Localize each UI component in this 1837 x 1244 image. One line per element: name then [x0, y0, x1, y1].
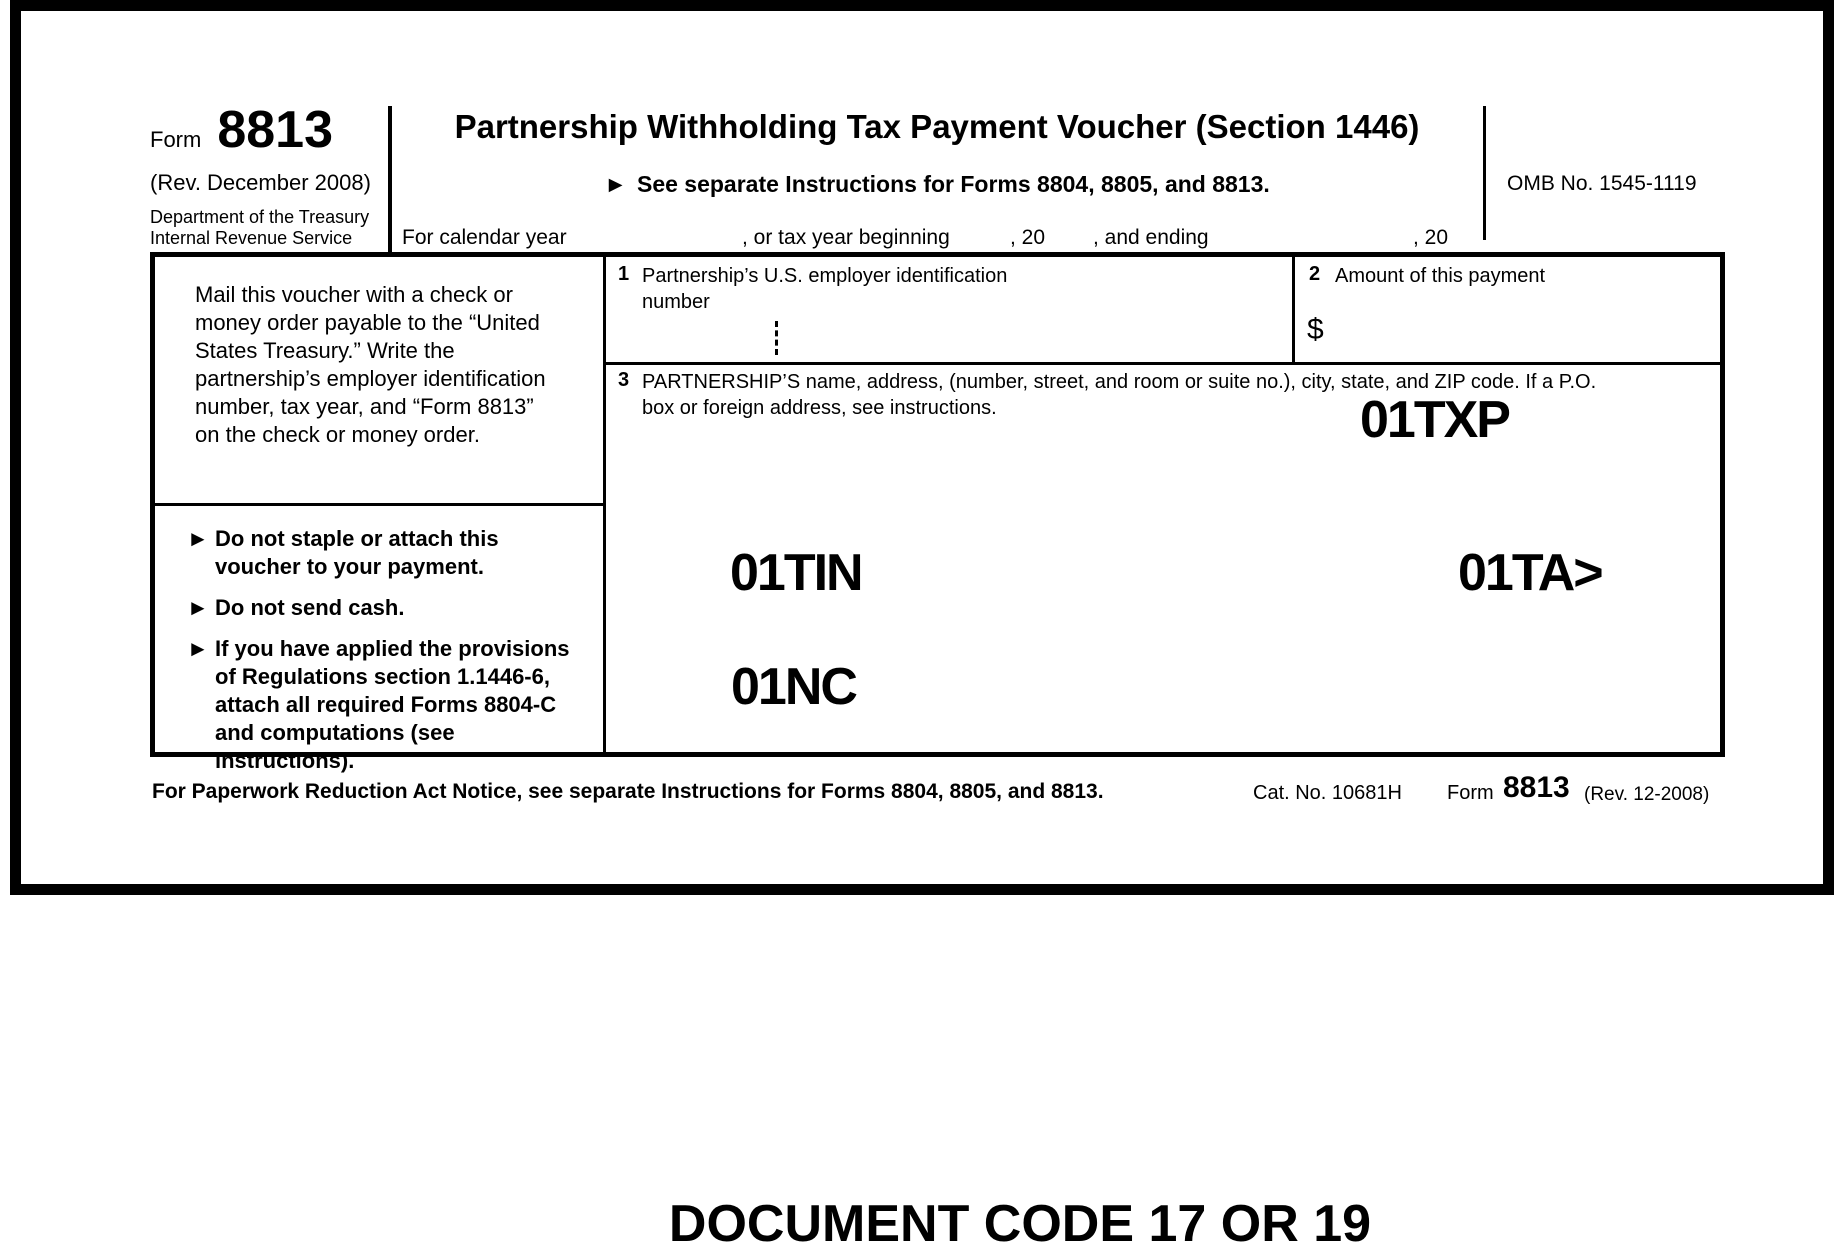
footer-form-number: 8813 — [1503, 771, 1570, 804]
field2-label: Amount of this payment — [1335, 265, 1546, 287]
bullet-no-staple-text: Do not staple or attach this voucher to your payment. — [215, 526, 499, 579]
form-label: Form — [150, 127, 202, 152]
field2-number: 2 — [1309, 263, 1321, 285]
field1-label — [642, 263, 1072, 315]
overlay-code-nc: 01NC — [731, 658, 856, 716]
document-code-caption: DOCUMENT CODE 17 OR 19 — [668, 1195, 1372, 1244]
field3-number: 3 — [618, 369, 630, 391]
field3-label-line1: PARTNERSHIP’S name, address, (number, street, and room or suite no.), city, state, and ZIP code. If a P.O. — [642, 371, 1597, 393]
calendar-year-label: For calendar year — [402, 226, 567, 249]
bullet-instructions — [187, 525, 579, 788]
field1-number: 1 — [618, 263, 630, 285]
bullet-no-cash — [187, 594, 579, 622]
omb-number: OMB No. 1545-1119 — [1507, 172, 1697, 195]
bullet-regulations — [187, 635, 579, 775]
overlay-code-ta: 01TA> — [1458, 544, 1602, 602]
arrowhead-icon: ► — [604, 171, 627, 197]
overlay-code-txp: 01TXP — [1360, 391, 1509, 449]
dollar-sign: $ — [1307, 313, 1324, 346]
footer-form-label: Form — [1447, 782, 1494, 804]
ein-dashed-separator — [775, 321, 778, 355]
form-subtitle — [392, 171, 1482, 198]
agency-line-2: Internal Revenue Service — [150, 228, 353, 248]
tax-year-beginning-label: , or tax year beginning — [742, 226, 950, 249]
bullet-no-cash-text: Do not send cash. — [215, 595, 405, 620]
page-title: Partnership Withholding Tax Payment Voucher (Section 1446) — [454, 108, 1420, 145]
form-id-block — [150, 100, 333, 160]
form-revision: (Rev. December 2008) — [150, 170, 371, 195]
form-number: 8813 — [217, 101, 334, 159]
agency-line-1: Department of the Treasury — [150, 207, 370, 227]
field1-label-line2: number — [642, 291, 710, 313]
fields-row-divider — [603, 362, 1720, 365]
field1-field2-divider — [1292, 257, 1295, 362]
overlay-code-tin: 01TIN — [730, 544, 862, 602]
header-divider-right — [1483, 106, 1486, 240]
subtitle-text: See separate Instructions for Forms 8804, 8805, and 8813. — [636, 171, 1270, 197]
footer-revision: (Rev. 12-2008) — [1584, 784, 1710, 805]
catalog-number: Cat. No. 10681H — [1253, 782, 1402, 804]
year-20-label-1: , 20 — [1010, 226, 1046, 249]
agency-block — [150, 207, 369, 249]
arrowhead-icon: ► — [187, 595, 209, 620]
bullet-no-staple — [187, 525, 579, 581]
arrowhead-icon: ► — [187, 636, 209, 661]
arrowhead-icon: ► — [187, 526, 209, 551]
left-panel-horizontal-divider — [155, 503, 606, 506]
field3-label — [642, 369, 1727, 421]
mail-instructions: Mail this voucher with a check or money order payable to the “United States Treasury.” Write the partnership’s employer identification number, tax year, and “Form 8813” on the check or money order. — [195, 282, 546, 447]
paperwork-reduction-notice: For Paperwork Reduction Act Notice, see separate Instructions for Forms 8804, 8805, and 8813. — [152, 780, 1104, 803]
field1-label-line1: Partnership’s U.S. employer identification — [642, 265, 1008, 287]
voucher-box — [150, 252, 1725, 773]
and-ending-label: , and ending — [1093, 226, 1209, 249]
year-20-label-2: , 20 — [1413, 226, 1449, 249]
field3-label-line2: box or foreign address, see instructions. — [642, 397, 997, 419]
bullet-regulations-text: If you have applied the provisions of Regulations section 1.1446-6, attach all required Forms 8804-C and computations (see instructions). — [215, 636, 570, 773]
